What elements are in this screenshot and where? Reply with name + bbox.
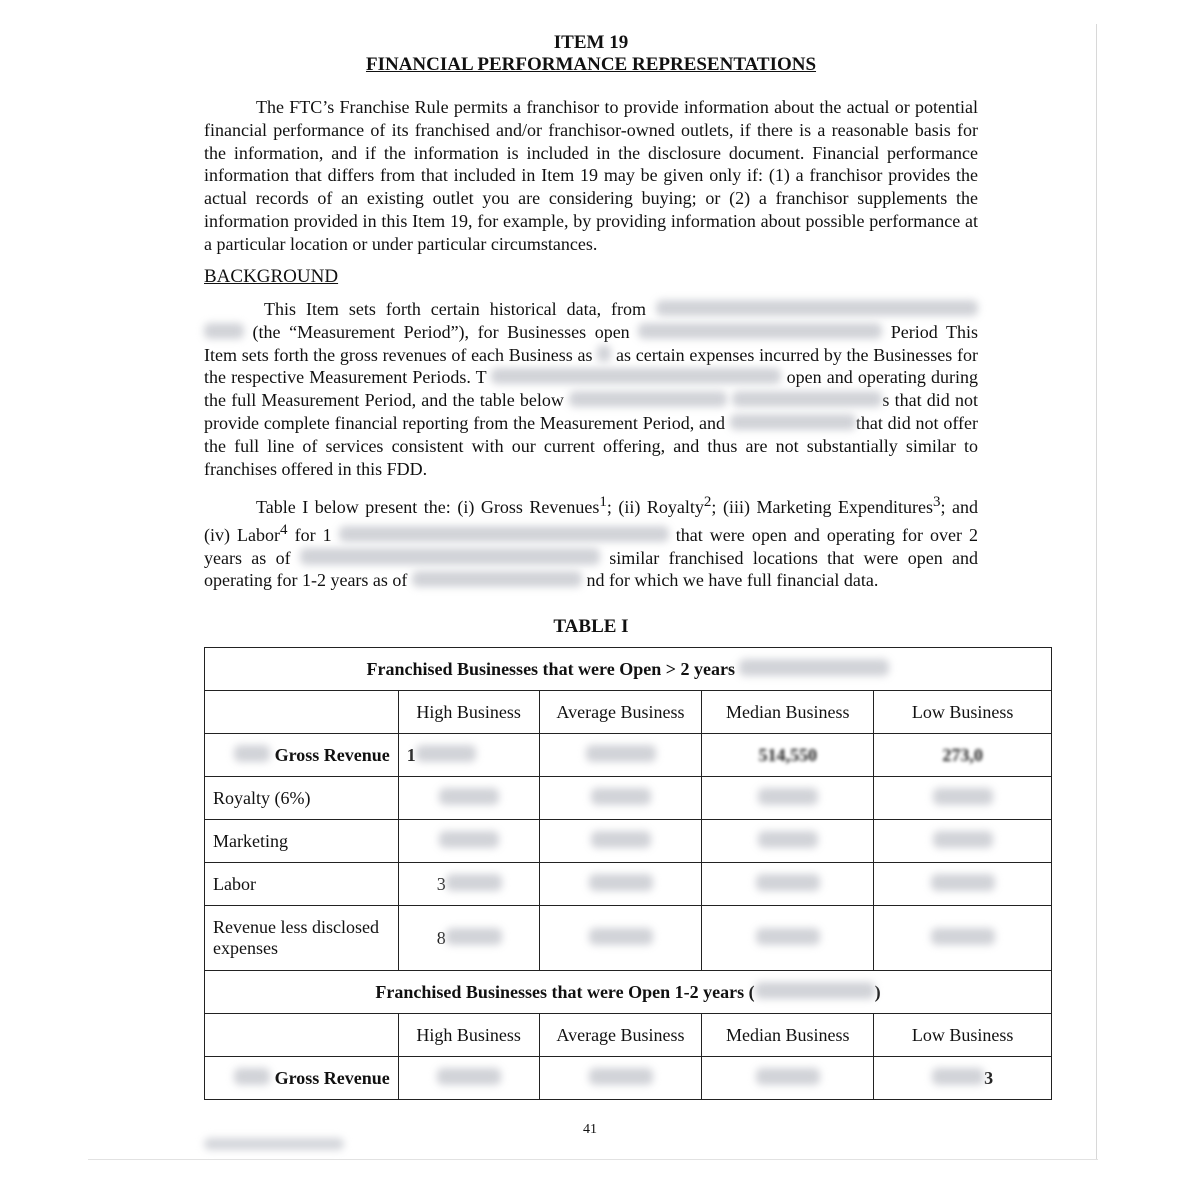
row-label-revenue-less-expenses: Revenue less disclosed expenses	[205, 906, 399, 971]
bg-text-c: Period This Item sets forth the gross revenues of each Business as	[204, 321, 978, 365]
cell-value	[702, 820, 874, 863]
redacted-text	[446, 874, 502, 890]
redacted-text	[437, 1068, 501, 1084]
cell-value: 3	[398, 863, 539, 906]
col-low-business: Low Business	[874, 1014, 1052, 1057]
row-label-gross-revenue: Gross Revenue	[205, 734, 399, 777]
col-high-business: High Business	[398, 691, 539, 734]
cell-value	[539, 863, 702, 906]
redacted-text	[591, 788, 651, 804]
table-group-header	[205, 971, 1052, 1014]
group-title-1-2-years: Franchised Businesses that were Open 1-2 years ( )	[205, 971, 1052, 1014]
cell-value: 514,550	[702, 734, 874, 777]
redacted-text	[412, 571, 582, 587]
cell-value	[702, 1057, 874, 1100]
redacted-text	[755, 982, 875, 998]
item-subtitle: FINANCIAL PERFORMANCE REPRESENTATIONS	[365, 54, 817, 75]
row-label-marketing: Marketing	[205, 820, 399, 863]
redacted-text	[732, 391, 882, 407]
redacted-text	[491, 368, 781, 384]
redacted-text	[638, 323, 882, 339]
cell-value	[874, 777, 1052, 820]
cell-value	[539, 777, 702, 820]
redacted-text	[656, 300, 978, 316]
redacted-text	[569, 391, 727, 407]
paragraph-background	[204, 298, 978, 480]
redacted-text	[416, 745, 476, 761]
bg-text-b: (the “Measurement Period”), for Businesses open	[252, 321, 630, 342]
col-high-business: High Business	[398, 1014, 539, 1057]
redacted-text	[339, 526, 669, 542]
redacted-text	[933, 788, 993, 804]
cell-value	[398, 1057, 539, 1100]
cell-value	[874, 820, 1052, 863]
redacted-text	[931, 874, 995, 890]
section-heading-background: BACKGROUND	[204, 266, 339, 287]
cell-value	[874, 863, 1052, 906]
row-label-royalty: Royalty (6%)	[205, 777, 399, 820]
table-row	[205, 734, 1052, 777]
ti-text-a: Table I below present the: (i) Gross Revenues	[256, 497, 600, 517]
bg-text-f: s that did not provide complete financial reporting from the Measurement Period, and	[204, 390, 979, 433]
cell-value: 3	[874, 1057, 1052, 1100]
ti-text-d: ; and (iv) Labor	[204, 497, 978, 545]
redacted-text	[439, 831, 499, 847]
redacted-text	[439, 788, 499, 804]
cell-value	[539, 1057, 702, 1100]
table-row	[205, 906, 1052, 971]
col-median-business: Median Business	[702, 1014, 874, 1057]
ti-text-f: that were open and operating for over 2 years as of	[204, 524, 979, 568]
cell-value	[702, 863, 874, 906]
table-row	[205, 777, 1052, 820]
table-row	[205, 820, 1052, 863]
bg-text-e: open and operating during the full Measurement Period, and the table below	[204, 367, 979, 411]
empty-header-cell	[205, 1014, 399, 1057]
redacted-text	[589, 1068, 653, 1084]
redacted-text	[932, 1068, 984, 1084]
cell-value	[702, 777, 874, 820]
redacted-text	[446, 928, 502, 944]
ti-text-e: for 1	[287, 524, 332, 545]
ti-text-c: ; (iii) Marketing Expenditures	[711, 497, 933, 517]
redacted-text	[300, 548, 600, 564]
redacted-footer	[204, 1138, 344, 1150]
cell-value: 8	[398, 906, 539, 971]
table-column-header-row	[205, 1014, 1052, 1057]
redacted-text	[234, 1068, 270, 1084]
row-label-gross-revenue: Gross Revenue	[205, 1057, 399, 1100]
redacted-text	[756, 874, 820, 890]
cell-value: 1	[398, 734, 539, 777]
col-median-business: Median Business	[702, 691, 874, 734]
cell-value	[398, 820, 539, 863]
col-average-business: Average Business	[539, 691, 702, 734]
footnote-marker: 1	[599, 494, 607, 510]
redacted-text	[234, 745, 270, 761]
redacted-text	[586, 745, 656, 761]
page-right-edge	[1096, 24, 1097, 1160]
footnote-marker: 4	[280, 521, 288, 538]
redacted-text	[204, 323, 244, 339]
footnote-marker: 3	[932, 494, 941, 510]
table-title: TABLE I	[553, 616, 629, 637]
cell-value	[398, 777, 539, 820]
redacted-text	[591, 831, 651, 847]
cell-value	[539, 906, 702, 971]
footnote-marker: 2	[703, 494, 712, 510]
col-low-business: Low Business	[874, 691, 1052, 734]
paragraph-table-intro	[204, 491, 978, 592]
ti-text-h: nd for which we have full financial data.	[586, 570, 879, 591]
cell-value	[702, 906, 874, 971]
redacted-text	[758, 788, 818, 804]
table-group-header	[205, 648, 1052, 691]
bg-text-a: This Item sets forth certain historical data, from	[264, 299, 647, 319]
redacted-text	[933, 831, 993, 847]
table-column-header-row	[205, 691, 1052, 734]
redacted-text	[739, 659, 889, 675]
paragraph-ftc-rule	[204, 96, 978, 256]
cell-value	[874, 906, 1052, 971]
bg-text-d: as certain expenses incurred by the Businesses for the respective Measurement Periods. T	[204, 344, 979, 388]
ti-text-g: similar franchised locations that were open and operating for 1-2 years as of	[204, 547, 979, 591]
table-row	[205, 1057, 1052, 1100]
redacted-text	[756, 1068, 820, 1084]
redacted-text	[756, 928, 820, 944]
redacted-text	[589, 874, 653, 890]
empty-header-cell	[205, 691, 399, 734]
redacted-text	[758, 831, 818, 847]
ti-text-b: ; (ii) Royalty	[606, 497, 704, 517]
row-label-labor: Labor	[205, 863, 399, 906]
item-title: ITEM 19	[553, 32, 629, 53]
redacted-text	[931, 928, 995, 944]
cell-value: 273,0	[874, 734, 1052, 777]
page-number: 41	[583, 1122, 597, 1137]
cell-value	[539, 820, 702, 863]
redacted-text	[597, 345, 611, 361]
table-row	[205, 863, 1052, 906]
col-average-business: Average Business	[539, 1014, 702, 1057]
page-bottom-edge	[88, 1159, 1098, 1160]
group-title-over-2-years: Franchised Businesses that were Open > 2 years	[205, 648, 1052, 691]
paragraph-ftc-text: The FTC’s Franchise Rule permits a franchisor to provide information about the actual or potential financial performance of its franchised and/or franchisor-owned outlets, if there is a reasonable basis for the information, and if the information is included in the disclosure document. Financial performance information that differs from that included in Item 19 may be given only if: (1) a franchisor provides the actual records of an existing outlet you are considering buying; or (2) a franchisor supplements the information provided in this Item 19, for example, by providing information about possible performance at a particular location or under particular circumstances.	[204, 97, 978, 254]
redacted-text	[589, 928, 653, 944]
cell-value	[539, 734, 702, 777]
bg-text-g: that did not offer the full line of services consistent with our current offering, and thus are not substantially similar to franchises offered in this FDD.	[204, 412, 979, 479]
financial-table	[204, 647, 1052, 1100]
redacted-text	[730, 414, 856, 430]
